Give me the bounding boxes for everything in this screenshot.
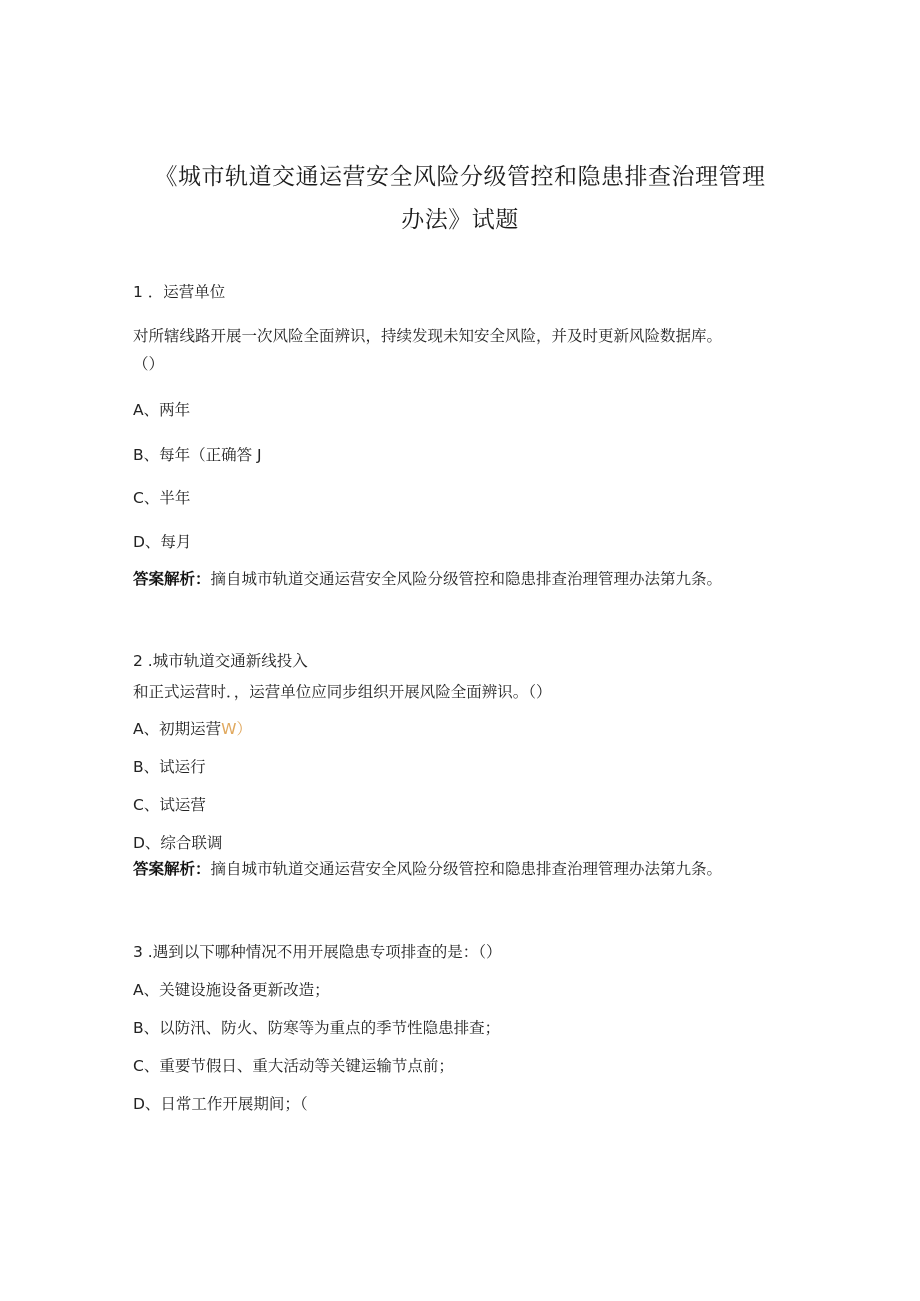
question-1-analysis-text: 摘自城市轨道交通运营安全风险分级管控和隐患排查治理管理办法第九条。 [210,570,723,588]
question-2-option-c: C、试运营 [133,796,206,814]
question-3-option-d: D、日常工作开展期间；（ [133,1095,308,1113]
question-1-body: 对所辖线路开展一次风险全面辨识，持续发现未知安全风险，并及时更新风险数据库。 [133,327,723,345]
question-1-option-d: D、每月 [133,533,192,551]
question-2-option-d: D、综合联调 [133,834,223,852]
question-3-stem: 3 .遇到以下哪种情况不用开展隐患专项排查的是：（） [133,943,502,961]
question-1-option-c: C、半年 [133,489,191,507]
question-1-blank: （） [133,355,165,373]
question-2-option-a-mark: W） [221,720,252,738]
question-1-analysis [133,572,722,588]
question-3-option-a: A、关键设施设备更新改造； [133,981,330,999]
question-2-stem: 2 .城市轨道交通新线投入 [133,652,308,670]
document-title-line-2: 办法》试题 [401,207,519,233]
question-1-option-a: A、两年 [133,401,191,419]
document-title-line-1: 《城市轨道交通运营安全风险分级管控和隐患排查治理管理 [154,164,766,190]
question-2-analysis-text: 摘自城市轨道交通运营安全风险分级管控和隐患排查治理管理办法第九条。 [210,860,723,878]
question-2-option-b: B、试运行 [133,758,206,776]
question-2-option-a-text: A、初期运营 [133,720,222,738]
question-3-option-c: C、重要节假日、重大活动等关键运输节点前； [133,1057,454,1075]
question-1-analysis-label: 答案解析： [133,570,211,588]
question-2-option-a [133,722,252,738]
question-2-analysis [133,862,722,878]
question-1-stem: 1 ．运营单位 [133,283,226,301]
question-3-option-b: B、以防汛、防火、防寒等为重点的季节性隐患排查； [133,1019,501,1037]
question-1-option-b: B、每年（正确答 J [133,446,262,464]
question-2-body: 和正式运营时．，运营单位应同步组织开展风险全面辨识。（） [133,683,552,701]
question-2-analysis-label: 答案解析： [133,860,211,878]
